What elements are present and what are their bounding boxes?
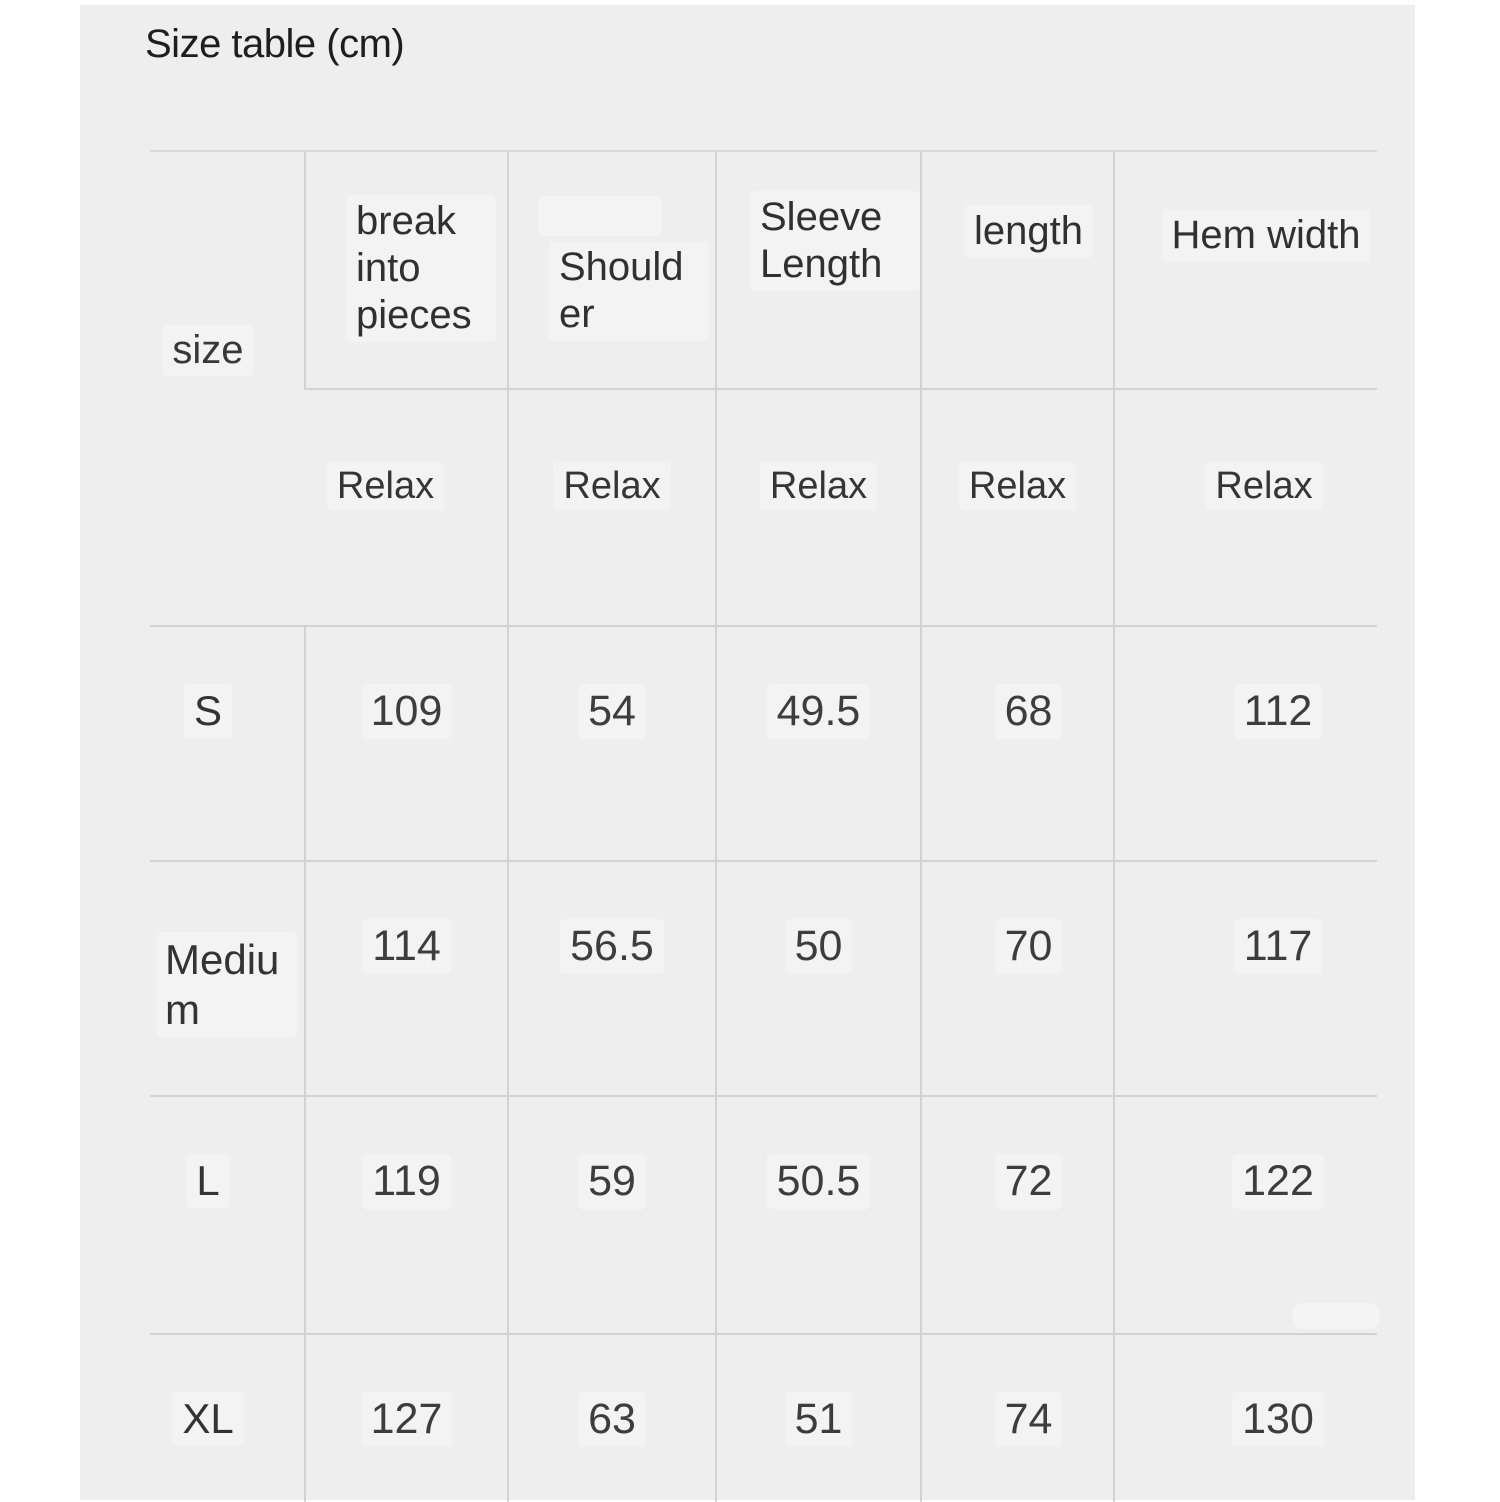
measurement-cell: 49.5 xyxy=(715,627,920,862)
fit-cell-hem-width: Relax xyxy=(1113,390,1377,627)
size-table xyxy=(150,150,1377,1502)
measurement-cell: 54 xyxy=(507,627,715,862)
measurement-cell: 114 xyxy=(304,862,507,1097)
measurement-cell: 63 xyxy=(507,1335,715,1502)
page-title: Size table (cm) xyxy=(145,22,405,66)
size-row-label: Medium xyxy=(150,862,304,1097)
measurement-cell: 68 xyxy=(920,627,1113,862)
measurement-cell: 59 xyxy=(507,1097,715,1335)
size-row-label: XL xyxy=(150,1335,304,1502)
fit-cell-sleeve-length: Relax xyxy=(715,390,920,627)
corner-size-label: size xyxy=(162,325,253,376)
measurement-cell: 122 xyxy=(1113,1097,1377,1335)
column-header-length: length xyxy=(920,152,1113,390)
measurement-cell: 51 xyxy=(715,1335,920,1502)
measurement-cell: 74 xyxy=(920,1335,1113,1502)
fit-cell-bust: Relax xyxy=(304,390,507,627)
measurement-cell: 70 xyxy=(920,862,1113,1097)
column-header-sleeve-length: Sleeve Length xyxy=(715,152,920,390)
column-header-bust: break into pieces xyxy=(304,152,507,390)
size-row-label: L xyxy=(150,1097,304,1335)
measurement-cell: 50.5 xyxy=(715,1097,920,1335)
fit-cell-shoulder: Relax xyxy=(507,390,715,627)
measurement-cell: 127 xyxy=(304,1335,507,1502)
corner-size-label-cell xyxy=(150,152,304,627)
size-row-label: S xyxy=(150,627,304,862)
measurement-cell: 117 xyxy=(1113,862,1377,1097)
measurement-cell: 56.5 xyxy=(507,862,715,1097)
fit-cell-length: Relax xyxy=(920,390,1113,627)
measurement-cell: 119 xyxy=(304,1097,507,1335)
column-header-shoulder: Shoulder xyxy=(507,152,715,390)
measurement-cell: 112 xyxy=(1113,627,1377,862)
column-header-hem-width: Hem width xyxy=(1113,152,1377,390)
measurement-cell: 50 xyxy=(715,862,920,1097)
measurement-cell: 130 xyxy=(1113,1335,1377,1502)
measurement-cell: 109 xyxy=(304,627,507,862)
measurement-cell: 72 xyxy=(920,1097,1113,1335)
